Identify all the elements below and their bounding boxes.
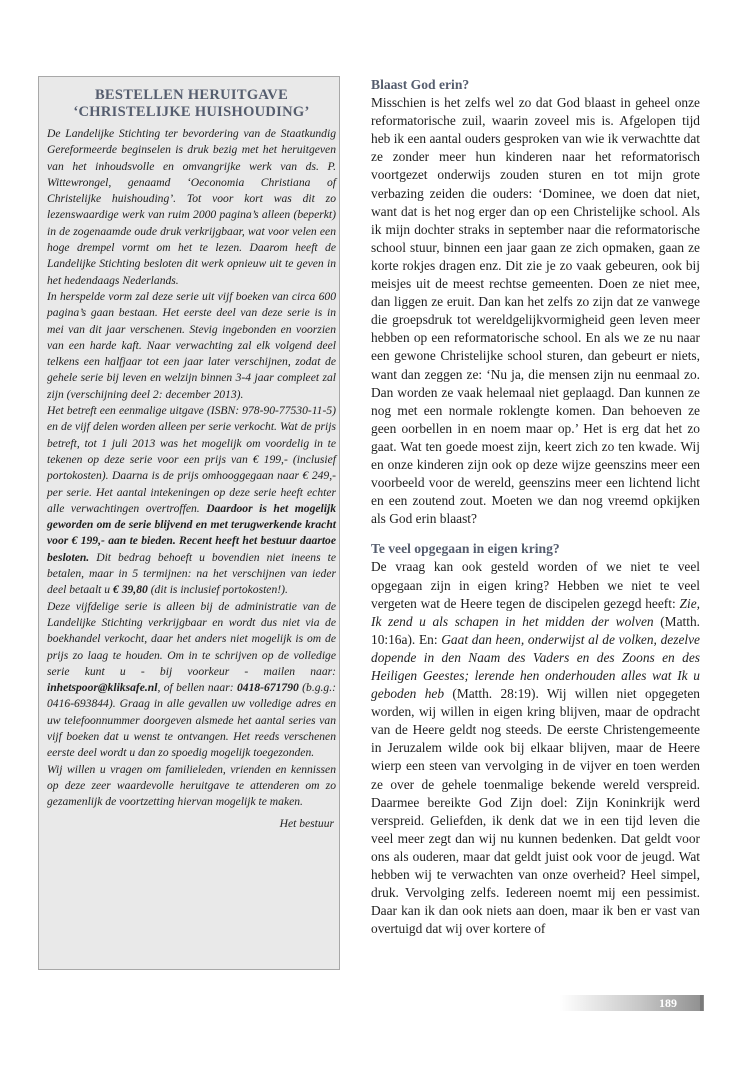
order-sidebar-box (38, 76, 340, 970)
footer-tick-mark (700, 995, 703, 1011)
sidebar-title-line1: BESTELLEN HERUITGAVE (94, 87, 289, 103)
sidebar-text: (dit is inclusief portokosten!). (147, 583, 288, 597)
sidebar-paragraph: Wij willen u vragen om familieleden, vrienden en kennissen op deze zeer waardevolle heruitgave te attenderen om zo gezamenlijk de voortzetting hiervan mogelijk te maken. (47, 762, 336, 809)
sidebar-title-line2: ‘CHRISTELIJKE HUISHOUDING’ (73, 104, 310, 120)
sidebar-phone: 0418-671790 (236, 681, 299, 695)
sidebar-text: Dit bedrag behoeft u bovendien niet ineens te betalen, maar in 5 termijnen: na het verschijnen van ieder deel betaalt u (47, 550, 336, 597)
sidebar-signature: Het bestuur (279, 817, 334, 831)
sidebar-text: Het betreft een eenmalige uitgave (ISBN: 978-90-77530-11-5) en de vijf delen worden alleen per serie verkocht. Wat de prijs betreft, tot 1 juli 2013 was het mogelijk om voordelig in te tekenen op deze serie voor een prijs van € 199,- (inclusief portokosten). Daarna is de prijs omhooggegaan naar € 249,- per serie. Het aantal intekeningen op deze serie heeft echter alle verwachtingen overtroffen. (47, 404, 336, 515)
sidebar-text: (b.g.g.: 0416-693844). Graag in alle gevallen uw volledige adres en uw telefoonnummer doorgeven alsmede het aantal series van vijf boeken dat u wenst te ontvangen. Het reeds verschenen eerste deel wordt u dan zo spoedig mogelijk toegezonden. (47, 681, 336, 760)
article-paragraph (371, 558, 700, 938)
sidebar-paragraph: De Landelijke Stichting ter bevordering van de Staatkundig Gereformeerde beginselen is druk bezig met het heruitgeven van het inhoudsvolle en omvangrijke werk van ds. P. Wittewrongel, genaamd ‘Oeconomia Christiana of Christelijke huishouding’. Tot voor kort was dit zo lezenswaardige werk van ruim 2000 pagina’s alleen (beperkt) in de zogenaamde oude druk verkrijgbaar, wat voor velen een hoge drempel vormt om het te lezen. Daarom heeft de Landelijke Stichting besloten dit werk opnieuw uit te geven in het hedendaags Nederlands. (47, 127, 336, 287)
section-heading: Te veel opgegaan in eigen kring? (371, 541, 560, 557)
bible-quote: Gaat dan heen, onderwijst al de volken, dezelve dopende in den Naam des Vaders en des Zoons en des Heiligen Geestes; lerende hen onderhouden alles wat Ik u geboden heb (371, 631, 700, 702)
sidebar-text: , of bellen naar: (157, 681, 237, 695)
article-text: (Matth. 10:16a). En: (371, 613, 700, 647)
sidebar-paragraph (47, 403, 336, 599)
sidebar-text: Deze vijfdelige serie is alleen bij de administratie van de Landelijke Stichting verkrijgbaar en wordt dus niet via de boekhandel verkocht, daar het anders niet mogelijk is om de prijs zo laag te houden. Om in te schrijven op de volledige serie kunt u - bij voorkeur - mailen naar: (47, 599, 336, 678)
sidebar-title (47, 87, 336, 121)
page-number: 189 (659, 996, 677, 1010)
main-article-column (371, 76, 700, 938)
section-spacer (371, 528, 700, 540)
sidebar-paragraph (47, 599, 336, 762)
section-heading: Blaast God erin? (371, 77, 470, 92)
sidebar-price: € 39,80 (113, 583, 148, 597)
sidebar-bold-announcement: Daardoor is het mogelijk geworden om de serie blijvend en met terugwerkende kracht voor € 199,- aan te bieden. Recent heeft het bestuur daartoe besloten. (47, 501, 336, 564)
article-paragraph: Misschien is het zelfs wel zo dat God blaast in geheel onze reformatorische zuil, waarin zoveel mis is. Afgelopen tijd heb ik een aantal ouders gesproken van wie ik verwachtte dat ze zonder meer hun kinderen naar het reformatorisch voortgezet onderwijs zouden sturen en tot mijn grote verbazing zeiden die ouders: ‘Dominee, we doen dat niet, want dat is het nog erger dan op een Christelijke school. Als ik mijn dochter straks in september naar die reformatorische school stuur, binnen een jaar gaan ze zich opmaken, gaan ze korte rokjes dragen enz. Dit zie je zo vaak gebeuren, ook bij meisjes uit de meest rechtse gemeenten. Doen ze niet mee, dan liggen ze eruit. Dan kan het zelfs zo zijn dat ze vanwege die groepsdruk tot wereldgelijkvormigheid geen leven meer hebben op een reformatorische school. En als we ze nu naar een gewone Christelijke school sturen, dan gebeurt er niets, want dan zeggen ze: ‘Nu ja, die mensen zijn nu eenmaal zo. Dan worden ze vaak helemaal niet geplaagd. Dan kunnen ze nog met een normale roklengte komen. Dan behoeven ze geen oorbellen in en noem maar op.’ Het is erg dat het zo gaat. Wat ten goede moest zijn, keert zich zo ten kwade. Wij en onze kinderen zijn ook op deze wijze geenszins meer een voorbeeld voor de wereld, geenszins meer een lichtend licht en een zoutend zout. Moeten we dan nog vreemd opkijken als God erin blaast? (371, 95, 700, 527)
sidebar-paragraph: In herspelde vorm zal deze serie uit vijf boeken van circa 600 pagina’s gaan bestaan. Het eerste deel van deze serie is in mei van dit jaar verschenen. Stevig ingebonden en voorzien van een harde kaft. Naar verwachting zal elk volgend deel telkens een halfjaar tot een jaar later verschijnen, zodat de gehele serie bij leven en welzijn binnen 3-4 jaar compleet zal zijn (verschijning deel 2: december 2013). (47, 289, 336, 401)
article-text: (Matth. 28:19). Wij willen niet opgegeten worden, wij willen in eigen kring blijven, maar de opdracht van de Heere geldt nog steeds. De eerste Christengemeente in Jeruzalem wilde ook bij elkaar blijven, maar de Heere wierp een steen van vervolging in de vijver en toen werden ze over de gehele toenmalige bekende wereld verspreid. Daarmee bereikte God Zijn doel: Zijn Koninkrijk werd verspreid. Geliefden, ik denk dat we in een tijd leven die veel meer zegt dan wij nu kunnen bedenken. Dat geldt voor ons als ouderen, maar dat geldt juist ook voor de jeugd. Wat hebben wij te verwachten van onze overheid? Heel simpel, druk. Vervolging zelfs. Iedereen noemt mij een pessimist. Daar kan ik dan ook niets aan doen, maar ik ben er vast van overtuigd dat wij over kortere of (371, 686, 700, 937)
article-text: De vraag kan ook gesteld worden of we niet te veel opgegaan zijn in eigen kring? Hebben we niet te veel vergeten wat de Heere tegen de discipelen gezegd heeft: (371, 559, 700, 611)
sidebar-email-link[interactable]: inhetspoor@kliksafe.nl (47, 681, 158, 695)
sidebar-body (47, 126, 336, 833)
bible-quote: Zie, Ik zend u als schapen in het midden der wolven (371, 595, 700, 629)
